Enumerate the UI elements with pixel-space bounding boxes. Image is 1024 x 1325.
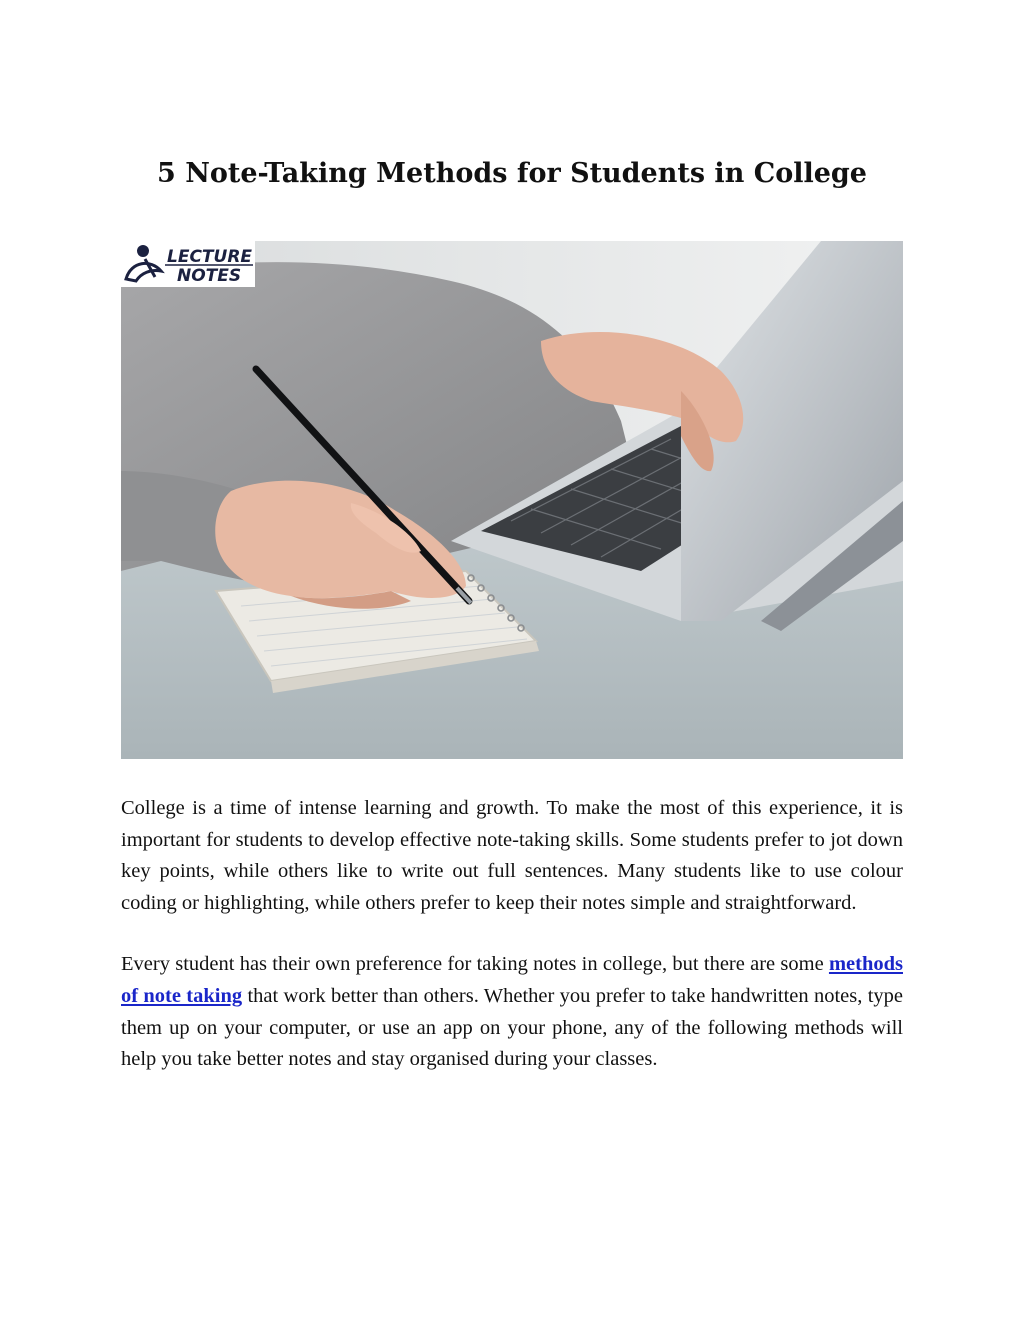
logo-figure-icon [137,245,149,257]
hero-image [121,241,903,759]
logo-line-1: LECTURE [167,247,253,267]
preference-paragraph [121,949,903,1075]
article-body [121,793,903,1106]
lecture-notes-logo [121,241,255,287]
logo-line-2: NOTES [177,266,242,286]
paragraph-text-after-link: that work better than others. Whether you prefer to take handwritten notes, type them up on your computer, or use an app on your phone, any of the following methods will help you take better notes and stay organised during your classes. [121,984,903,1071]
methods-of-note-taking-link[interactable]: methods of note taking [121,953,903,1007]
paragraph-text-before-link: Every student has their own preference for taking notes in college, but there are some [121,953,829,976]
intro-paragraph: College is a time of intense learning and growth. To make the most of this experience, it is important for students to develop effective note-taking skills. Some students prefer to jot down key points, while others like to write out full sentences. Many students like to use colour coding or highlighting, while others prefer to keep their notes simple and straightforward. [121,797,903,914]
hero-photo-illustration [121,241,903,759]
page-title: 5 Note-Taking Methods for Students in College [157,158,867,189]
